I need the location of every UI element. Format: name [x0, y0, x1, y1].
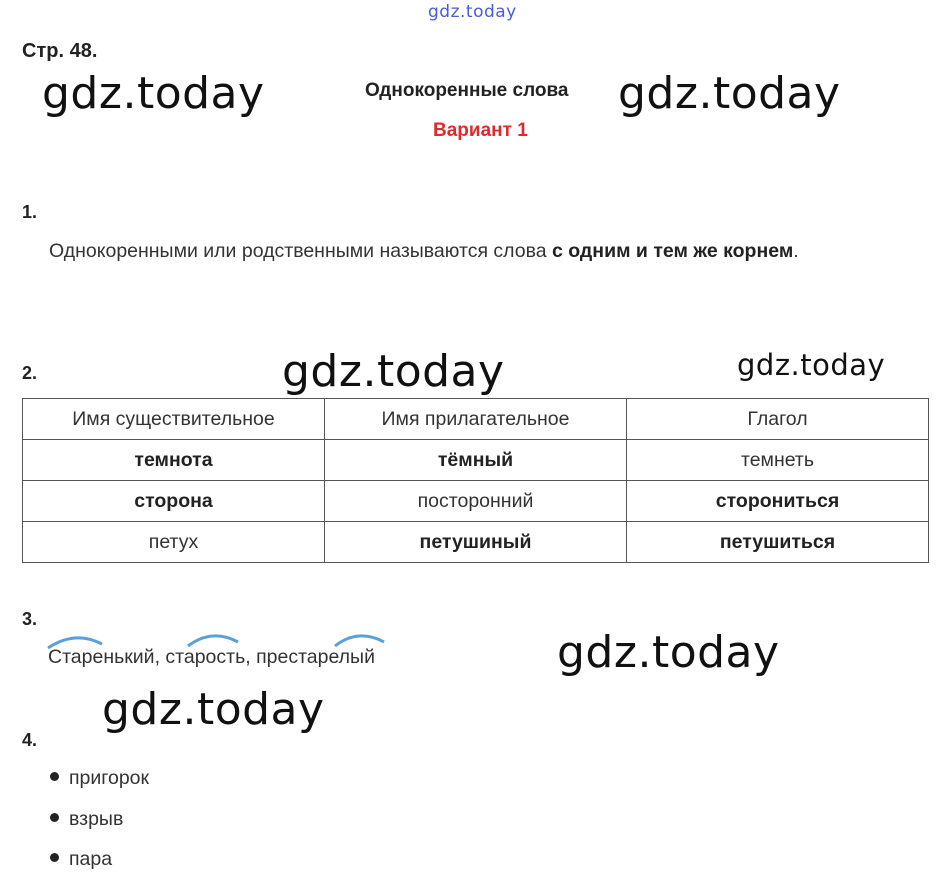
- list-item: [50, 767, 149, 790]
- task-1-bold: с одним и тем же корнем: [552, 240, 794, 262]
- table-row: [23, 440, 929, 481]
- root-arc-2: [188, 636, 238, 646]
- watermark-top: gdz.today: [428, 2, 517, 22]
- variant-label: Вариант 1: [433, 120, 528, 141]
- table-cell: посторонний: [325, 481, 627, 522]
- table-cell: сторона: [23, 481, 325, 522]
- words-table: [22, 398, 929, 563]
- header-noun: Имя существительное: [23, 399, 325, 440]
- list-item: [50, 848, 112, 871]
- watermark: gdz.today: [618, 68, 841, 119]
- task-3-number: 3.: [22, 609, 38, 629]
- bullet-icon: [50, 772, 59, 781]
- list-item-text: пригорок: [69, 767, 150, 789]
- bullet-icon: [50, 813, 59, 822]
- table-cell: петушиться: [627, 522, 929, 563]
- root-arc-3: [335, 636, 384, 646]
- page-title: Однокоренные слова: [365, 80, 569, 101]
- list-item-text: пара: [69, 848, 113, 870]
- watermark: gdz.today: [102, 684, 325, 735]
- table-cell: темнеть: [627, 440, 929, 481]
- task-1-end: .: [793, 240, 799, 262]
- task-4-number: 4.: [22, 730, 38, 750]
- table-cell: петушиный: [325, 522, 627, 563]
- table-cell: тёмный: [325, 440, 627, 481]
- watermark: gdz.today: [42, 68, 265, 119]
- list-item-text: взрыв: [69, 808, 124, 830]
- bullet-icon: [50, 853, 59, 862]
- watermark: gdz.today: [737, 348, 886, 382]
- task-1-number: 1.: [22, 202, 38, 222]
- task-3-words: Старенький, старость, престарелый: [48, 646, 375, 668]
- task-1-definition: Однокоренными или родственными называются слова: [49, 240, 547, 262]
- table-row: [23, 522, 929, 563]
- header-verb: Глагол: [627, 399, 929, 440]
- watermark: gdz.today: [557, 627, 780, 678]
- table-cell: сторониться: [627, 481, 929, 522]
- page-number: Стр. 48.: [22, 40, 98, 62]
- watermark: gdz.today: [282, 346, 505, 397]
- list-item: [50, 808, 123, 831]
- table-row: [23, 481, 929, 522]
- table-header-row: [23, 399, 929, 440]
- table-cell: темнота: [23, 440, 325, 481]
- task-2-number: 2.: [22, 363, 38, 383]
- task-1-text: [22, 231, 928, 272]
- table-cell: петух: [23, 522, 325, 563]
- header-adjective: Имя прилагательное: [325, 399, 627, 440]
